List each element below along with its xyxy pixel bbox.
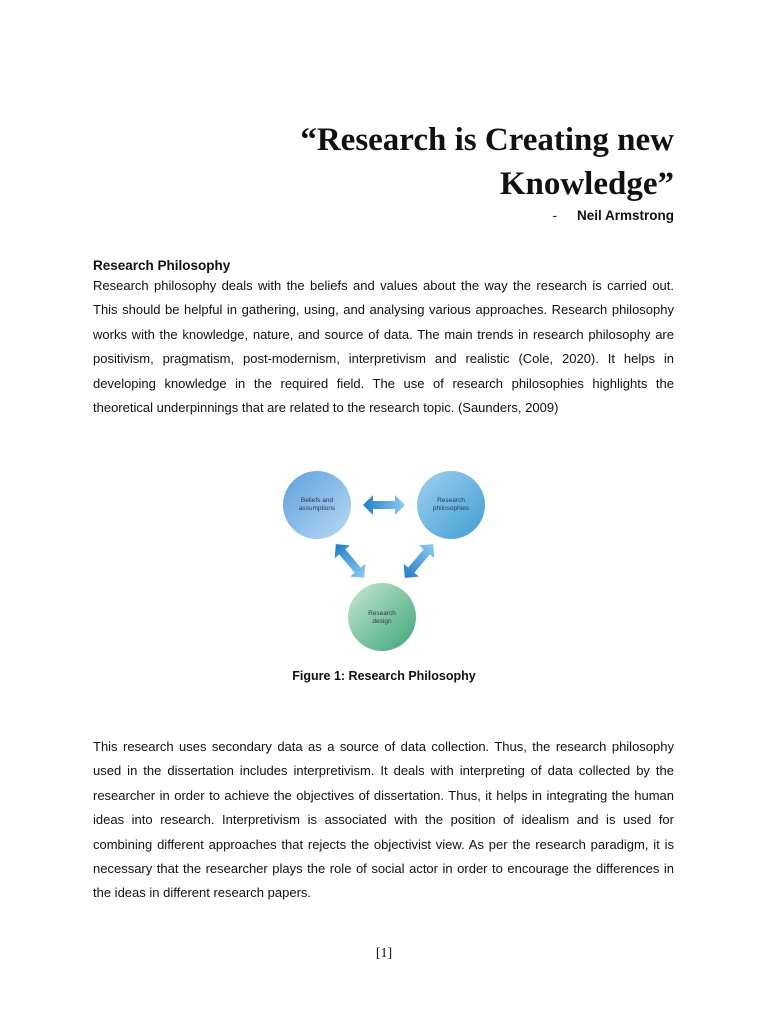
research-philosophy-figure	[277, 465, 489, 655]
figure-diagram	[277, 465, 489, 655]
philosophies-label-1: Research	[437, 497, 465, 504]
arrow-diagonal-right	[397, 538, 441, 585]
arrow-horizontal	[363, 495, 405, 515]
section-heading: Research Philosophy	[93, 258, 231, 273]
epigraph-quote	[300, 118, 674, 206]
design-label-1: Research	[368, 610, 396, 617]
beliefs-label-1: Beliefs and	[300, 497, 334, 504]
quote-line-1: “Research is Creating new	[300, 122, 674, 158]
attribution-dash: -	[552, 208, 557, 223]
philosophies-label-2: philosophies	[432, 505, 470, 512]
beliefs-label-2: assumptions	[298, 505, 336, 512]
body-paragraph-1: Research philosophy deals with the beliefs and values about the way the research is carried out. This should be helpful in gathering, using, and analysing various approaches. Research philosophy works with the knowledge, nature, and source of data. The main trends in research philosophy are positivism, pragmatism, post-modernism, interpretivism and realistic (Cole, 2020). It helps in developing knowledge in the required field. The use of research philosophies highlights the theoretical underpinnings that are related to the research topic. (Saunders, 2009)	[93, 278, 674, 416]
design-circle	[348, 583, 416, 651]
arrow-diagonal-left	[328, 538, 372, 585]
page-number: [1]	[375, 946, 393, 961]
quote-author: Neil Armstrong	[576, 208, 674, 223]
quote-attribution	[552, 208, 674, 223]
design-label-2: design	[372, 618, 392, 625]
body-paragraph-2: This research uses secondary data as a source of data collection. Thus, the research philosophy used in the dissertation includes interpretivism. It deals with interpreting of data collected by the researcher in order to achieve the objectives of dissertation. Thus, it helps in integrating the human ideas into research. Interpretivism is associated with the position of idealism and is used for combining different approaches that rejects the objectivist view. As per the research paradigm, it is necessary that the researcher plays the role of social actor in order to encourage the differences in the ideas in different research papers.	[93, 739, 674, 901]
figure-caption: Figure 1: Research Philosophy	[292, 669, 476, 683]
quote-line-2: Knowledge”	[499, 166, 674, 202]
